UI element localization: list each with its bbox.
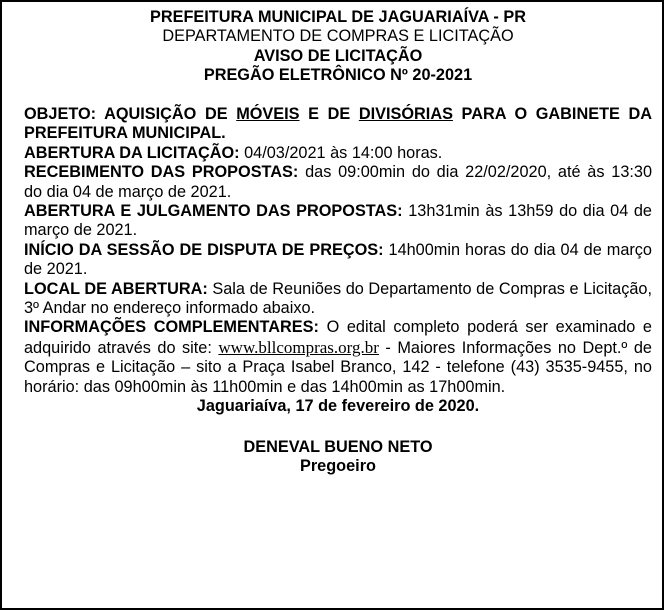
objeto-paragraph xyxy=(24,105,652,144)
disputa-text: 14h00min horas do dia 04 de março de 2021. xyxy=(24,240,652,279)
department-title: DEPARTAMENTO DE COMPRAS E LICITAÇÃO xyxy=(162,27,514,46)
pregao-number: PREGÃO ELETRÔNICO Nº 20-2021 xyxy=(203,66,473,85)
local-text: Sala de Reuniões do Departamento de Compras e Licitação, 3º Andar no endereço informado abaixo. xyxy=(24,279,652,318)
informacoes-paragraph xyxy=(24,318,652,397)
abertura-paragraph xyxy=(24,144,652,163)
signatory-role: Pregoeiro xyxy=(299,456,376,475)
local-label: LOCAL DE ABERTURA: xyxy=(24,279,208,298)
informacoes-text2: - Maiores Informações no Dept.º de Compras e Licitação – sito a Praça Isabel Branco, 142 - telefone (43) 3535-9455, no horário: das 09h00min às 11h00min e das 14h00min as 17h00min. xyxy=(24,338,652,396)
bll-site-link[interactable]: www.bllcompras.org.br xyxy=(218,337,379,357)
objeto-moveis: MÓVEIS xyxy=(236,105,300,124)
local-paragraph xyxy=(24,280,652,319)
disputa-paragraph xyxy=(24,241,652,280)
abertura-text: 04/03/2021 às 14:00 horas. xyxy=(239,143,443,162)
abertura-label: ABERTURA DA LICITAÇÃO: xyxy=(24,143,240,162)
signature-spacer xyxy=(24,417,652,438)
informacoes-label: INFORMAÇÕES COMPLEMENTARES: xyxy=(24,318,319,337)
julgamento-paragraph xyxy=(24,202,652,241)
recebimento-paragraph xyxy=(24,163,652,202)
objeto-divisorias: DIVISÓRIAS xyxy=(358,105,453,124)
objeto-part2: E DE xyxy=(299,105,359,124)
disputa-label: INÍCIO DA SESSÃO DE DISPUTA DE PREÇOS: xyxy=(24,240,384,259)
julgamento-label: ABERTURA E JULGAMENTO DAS PROPOSTAS: xyxy=(24,202,403,221)
recebimento-label: RECEBIMENTO DAS PROPOSTAS: xyxy=(24,163,299,182)
objeto-part3: PARA O GABINETE DA PREFEITURA MUNICIPAL. xyxy=(24,105,652,143)
objeto-part1: OBJETO: AQUISIÇÃO DE xyxy=(24,105,237,124)
date-line: Jaguariaíva, 17 de fevereiro de 2020. xyxy=(196,397,480,416)
julgamento-text: 13h31min às 13h59 do dia 04 de março de 2021. xyxy=(24,202,652,240)
recebimento-text: das 09:00min do dia 22/02/2020, até às 13:30 do dia 04 de março de 2021. xyxy=(24,163,653,201)
municipality-title: PREFEITURA MUNICIPAL DE JAGUARIAÍVA - PR xyxy=(150,8,526,26)
notice-title: AVISO DE LICITAÇÃO xyxy=(253,46,423,65)
signatory-name: DENEVAL BUENO NETO xyxy=(243,437,433,456)
header-spacer xyxy=(24,86,652,105)
informacoes-text1: O edital completo poderá ser examinado e adquirido através do site: xyxy=(24,318,652,357)
